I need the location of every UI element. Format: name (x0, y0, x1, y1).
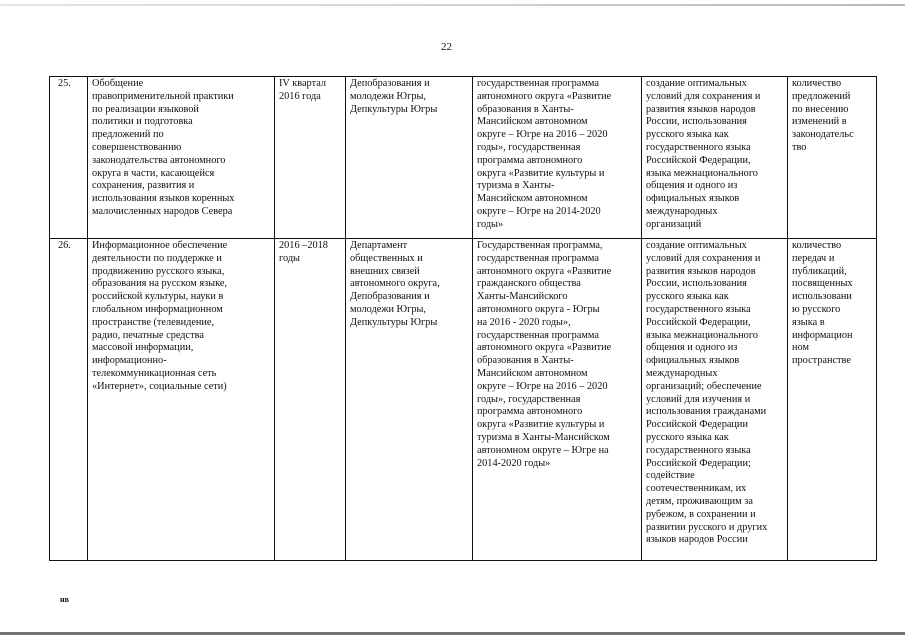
executors-cell (346, 239, 473, 561)
deadline-text: IV квартал 2016 года (279, 78, 326, 102)
measure-cell (88, 239, 275, 561)
deadline-cell (275, 239, 346, 561)
scan-edge-bottom (0, 632, 905, 635)
programs-cell (473, 77, 642, 239)
indicator-text: количество передач и публикаций, посвященных использовани ю русского языка в информацион ном пространстве (792, 240, 853, 367)
programs-text: Государственная программа, государственная программа автономного округа «Развитие гражданского общества Ханты-Мансийского автономного округа - Югры на 2016 - 2020 годы», государственная программа автономного округа «Развитие образования в Ханты- Мансийском автономном округе – Югре на 2016 – 2020 годы», государственная программа автономного округа «Развитие культуры и туризма в Ханты-Мансийском автономном округе – Югре на 2014-2020 годы» (477, 240, 612, 469)
goal-cell (642, 77, 788, 239)
row-number: 25. (58, 78, 71, 89)
goal-text: создание оптимальных условий для сохранения и развития языков народов России, использования русского языка как государственного языка Российской Федерации, языка межнационального общения и одного из официальных языков международных организаций; обеспечение условий для изучения и использования гражданами Российской Федерации русского языка как государственного языка Российской Федерации; содействие соотечественникам, их детям, проживающим за рубежом, в сохранении и развитии русского и других языков народов России (646, 240, 768, 546)
executors-text: Депобразования и молодежи Югры, Депкультуры Югры (350, 78, 438, 115)
indicator-cell (788, 239, 877, 561)
action-plan-table (49, 76, 877, 561)
executors-cell (346, 77, 473, 239)
measure-cell (88, 77, 275, 239)
measure-text: Информационное обеспечение деятельности по поддержке и продвижению русского языка, образования на русском языке, российской культуры, науки в глобальном информационном пространстве (телевидение, радио, печатные средства массовой информации, информационно- телекоммуникационная сеть «Интернет», социальные сети) (92, 240, 228, 392)
page-number: 22 (441, 41, 452, 53)
deadline-cell (275, 77, 346, 239)
table-row (50, 77, 877, 239)
row-number: 26. (58, 240, 71, 251)
indicator-cell (788, 77, 877, 239)
row-number-cell (50, 239, 88, 561)
programs-cell (473, 239, 642, 561)
measure-text: Обобщение правоприменительной практики по реализации языковой политики и подготовка предложений по совершенствованию законодательства автономного округа в части, касающейся сохранения, развития и использования языков коренных малочисленных народов Севера (92, 78, 235, 217)
deadline-text: 2016 –2018 годы (279, 240, 328, 264)
footer-mark: нв (60, 595, 69, 604)
goal-cell (642, 239, 788, 561)
executors-text: Департамент общественных и внешних связей автономного округа, Депобразования и молодежи Югры, Депкультуры Югры (350, 240, 440, 328)
indicator-text: количество предложений по внесению изменений в законодательс тво (792, 78, 854, 153)
goal-text: создание оптимальных условий для сохранения и развития языков народов России, использования русского языка как государственного языка Российской Федерации, языка межнационального общения и одного из официальных языков международных организаций (646, 78, 761, 230)
programs-text: государственная программа автономного округа «Развитие образования в Ханты- Мансийском автономном округе – Югре на 2016 – 2020 годы», государственная программа автономного округа «Развитие культуры и туризма в Ханты- Мансийском автономном округе – Югре на 2014-2020 годы» (477, 78, 612, 230)
row-number-cell (50, 77, 88, 239)
scan-edge-top (0, 4, 905, 6)
table-row (50, 239, 877, 561)
